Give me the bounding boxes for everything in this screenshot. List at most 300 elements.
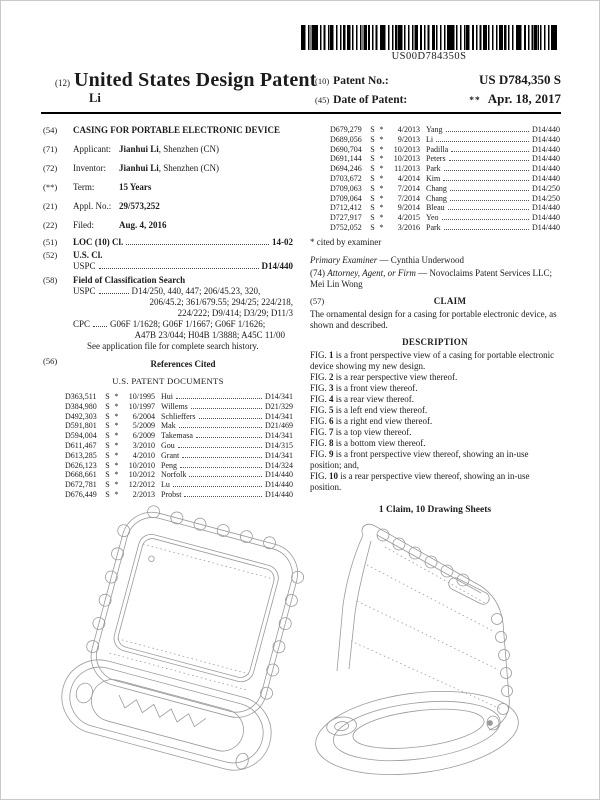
body-columns bbox=[43, 125, 560, 516]
ref-kind-code: S bbox=[105, 450, 110, 460]
ref-inventor: Lu bbox=[161, 480, 170, 490]
table-row bbox=[65, 461, 293, 471]
ref-number: D709,063 bbox=[330, 183, 362, 193]
dot-leader bbox=[189, 476, 262, 477]
ref-inventor: Takemasa bbox=[161, 431, 193, 441]
ref-kind-code: S bbox=[370, 193, 375, 203]
ref-class: D14/341 bbox=[265, 450, 293, 460]
table-row bbox=[65, 441, 293, 451]
ref-number: D594,004 bbox=[65, 431, 97, 441]
invention-title: CASING FOR PORTABLE ELECTRONIC DEVICE bbox=[73, 125, 281, 135]
fcs-uspc-line3: 224/222; D9/414; D3/29; D11/3 bbox=[177, 308, 293, 318]
left-column bbox=[43, 125, 293, 516]
ref-examiner-star: * bbox=[379, 213, 384, 223]
claims-sheets-line: 1 Claim, 10 Drawing Sheets bbox=[378, 504, 492, 515]
doc-kind-code: (12) bbox=[55, 78, 70, 88]
table-row bbox=[330, 203, 560, 213]
table-row bbox=[330, 184, 560, 194]
ref-date: 10/2012 bbox=[128, 470, 155, 480]
fcs-cpc-line2: A47B 23/044; H04B 1/3888; A45C 11/00 bbox=[134, 330, 285, 340]
table-row bbox=[65, 392, 293, 402]
table-row bbox=[330, 154, 560, 164]
ref-inventor: Hui bbox=[161, 392, 173, 401]
uspc-label: USPC bbox=[73, 261, 96, 271]
fig-number: 8 bbox=[329, 437, 334, 448]
claim-heading-row bbox=[310, 296, 560, 307]
fig-text: is a front perspective view of a casing for portable electronic device showing my new design. bbox=[310, 349, 555, 371]
ref-examiner-star: * bbox=[379, 183, 384, 193]
dot-leader bbox=[179, 427, 262, 428]
section-code: (22) bbox=[43, 220, 58, 230]
attorney-name: — Novoclaims Patent Services LLC; Mei Lin Wong bbox=[310, 267, 553, 289]
fig-text: is a left end view thereof. bbox=[335, 404, 428, 415]
ref-examiner-star: * bbox=[379, 144, 384, 154]
filed-value: Aug. 4, 2016 bbox=[119, 220, 167, 230]
fig-number: 9 bbox=[329, 448, 334, 459]
ref-date: 7/2014 bbox=[397, 183, 420, 193]
ref-date: 6/2004 bbox=[132, 411, 155, 421]
fig-label: FIG. bbox=[310, 448, 327, 459]
section-appl-no bbox=[43, 201, 293, 212]
fig-number: 4 bbox=[329, 393, 334, 404]
section-us-cl bbox=[43, 250, 293, 272]
ref-inventor: Chang bbox=[426, 183, 447, 193]
section-field-search bbox=[43, 275, 293, 352]
ref-number: D679,279 bbox=[330, 125, 362, 134]
ref-number: D676,449 bbox=[65, 489, 97, 499]
table-row bbox=[330, 194, 560, 204]
ref-date: 6/2009 bbox=[132, 431, 155, 441]
figure-description-list bbox=[310, 350, 560, 493]
ref-examiner-star: * bbox=[114, 470, 119, 480]
table-row bbox=[65, 402, 293, 412]
section-code: (21) bbox=[43, 201, 58, 211]
ref-date: 9/2014 bbox=[397, 203, 420, 213]
ref-kind-code: S bbox=[105, 392, 110, 401]
ref-examiner-star: * bbox=[379, 164, 384, 174]
uspc-value: D14/440 bbox=[261, 261, 293, 271]
ref-date: 4/2013 bbox=[397, 125, 420, 134]
figure-description bbox=[310, 394, 560, 405]
ref-number: D727,917 bbox=[330, 213, 362, 223]
ref-class: D14/440 bbox=[532, 173, 560, 183]
claim-text: The ornamental design for a casing for portable electronic device, as shown and described. bbox=[310, 308, 557, 330]
ref-number: D703,672 bbox=[330, 173, 362, 183]
table-row bbox=[330, 135, 560, 145]
fcs-uspc-line2: 206/45.2; 361/679.55; 294/25; 224/218, bbox=[149, 297, 293, 307]
ref-inventor: Bleau bbox=[426, 203, 445, 213]
fig-text: is a rear view thereof. bbox=[335, 393, 414, 404]
ref-number: D492,303 bbox=[65, 411, 97, 421]
section-references bbox=[43, 356, 293, 376]
ref-examiner-star: * bbox=[379, 222, 384, 232]
ref-class: D14/440 bbox=[532, 164, 560, 174]
date-code: (45) bbox=[315, 95, 330, 105]
ref-table-left bbox=[43, 392, 293, 500]
fig-text: is a front perspective view thereof, showing an in-use position; and, bbox=[310, 448, 529, 470]
ref-inventor: Li bbox=[426, 134, 434, 144]
ref-class: D14/315 bbox=[265, 440, 293, 450]
inventor-surname: Li bbox=[89, 91, 101, 105]
fig-number: 2 bbox=[329, 371, 334, 382]
section-code: (51) bbox=[43, 237, 58, 247]
fig-number: 7 bbox=[329, 426, 334, 437]
dot-leader bbox=[99, 268, 259, 269]
figure-description bbox=[310, 427, 560, 438]
ref-inventor: Yang bbox=[426, 125, 443, 134]
ref-class: D21/329 bbox=[265, 401, 293, 411]
fcs-uspc-label: USPC bbox=[73, 286, 96, 296]
ref-date: 3/2010 bbox=[132, 440, 155, 450]
ref-date: 10/2013 bbox=[393, 144, 420, 154]
ref-class: D21/469 bbox=[265, 421, 293, 431]
applicant-label: Applicant: bbox=[73, 144, 111, 154]
section-code: (52) bbox=[43, 250, 58, 260]
ref-date: 4/2015 bbox=[397, 213, 420, 223]
ref-number: D709,064 bbox=[330, 193, 362, 203]
table-row bbox=[330, 174, 560, 184]
dot-leader bbox=[199, 418, 262, 419]
filed-label: Filed: bbox=[73, 220, 95, 230]
figure-description bbox=[310, 416, 560, 427]
attorney-label: Attorney, Agent, or Firm bbox=[327, 267, 416, 278]
table-row bbox=[330, 213, 560, 223]
fig-text: is a front view thereof. bbox=[335, 382, 418, 393]
ref-examiner-star: * bbox=[114, 392, 119, 401]
ref-class: D14/440 bbox=[265, 470, 293, 480]
loc-label: LOC (10) Cl. bbox=[73, 237, 124, 247]
dot-leader bbox=[93, 326, 107, 327]
ref-kind-code: S bbox=[370, 144, 375, 154]
ref-inventor: Yeo bbox=[426, 213, 439, 223]
figure-description bbox=[310, 383, 560, 394]
ref-kind-code: S bbox=[370, 134, 375, 144]
ref-number: D613,285 bbox=[65, 450, 97, 460]
ref-date: 7/2014 bbox=[397, 193, 420, 203]
fig-label: FIG. bbox=[310, 393, 327, 404]
figure-description bbox=[310, 438, 560, 449]
fig-number: 6 bbox=[329, 415, 334, 426]
fig-label: FIG. bbox=[310, 415, 327, 426]
ref-inventor: Grant bbox=[161, 450, 180, 460]
ref-number: D668,661 bbox=[65, 470, 97, 480]
ref-kind-code: S bbox=[370, 183, 375, 193]
fig-label: FIG. bbox=[310, 426, 327, 437]
ref-examiner-star: * bbox=[379, 154, 384, 164]
dot-leader bbox=[449, 160, 529, 161]
dot-leader bbox=[178, 447, 262, 448]
references-heading: References Cited bbox=[150, 359, 216, 369]
ref-class: D14/440 bbox=[532, 144, 560, 154]
page-title: United States Design Patent bbox=[74, 69, 317, 91]
barcode-block bbox=[301, 25, 557, 62]
fcs-note: See application file for complete search history. bbox=[87, 341, 259, 351]
fcs-cpc-label: CPC bbox=[73, 319, 91, 329]
description-heading: DESCRIPTION bbox=[402, 336, 468, 347]
ref-examiner-star: * bbox=[114, 431, 119, 441]
ref-examiner-star: * bbox=[379, 193, 384, 203]
ref-inventor: Peng bbox=[161, 460, 177, 470]
section-code: (54) bbox=[43, 125, 58, 135]
barcode-number: US00D784350S bbox=[391, 51, 467, 62]
ref-class: D14/440 bbox=[532, 203, 560, 213]
ref-table-right bbox=[310, 125, 560, 233]
right-column bbox=[310, 125, 560, 516]
ref-date: 2/2013 bbox=[132, 489, 155, 499]
field-search-label: Field of Classification Search bbox=[73, 275, 186, 285]
table-row bbox=[330, 164, 560, 174]
dot-leader bbox=[173, 486, 262, 487]
dot-leader bbox=[448, 209, 529, 210]
fig-text: is a right end view thereof. bbox=[335, 415, 433, 426]
dot-leader bbox=[446, 131, 529, 132]
ref-kind-code: S bbox=[105, 421, 110, 431]
patent-no-code: (10) bbox=[315, 76, 330, 86]
ref-number: D689,056 bbox=[330, 134, 362, 144]
figure-description bbox=[310, 372, 560, 383]
ref-number: D752,052 bbox=[330, 222, 362, 232]
dot-leader bbox=[182, 457, 262, 458]
ref-date: 12/2012 bbox=[128, 480, 155, 490]
section-title bbox=[43, 125, 293, 136]
dot-leader bbox=[99, 293, 129, 294]
dot-leader bbox=[451, 151, 529, 152]
figure-description bbox=[310, 350, 560, 372]
dot-leader bbox=[184, 496, 262, 497]
fig-number: 5 bbox=[329, 404, 334, 415]
primary-examiner-label: Primary Examiner bbox=[310, 254, 378, 265]
ref-inventor: Kim bbox=[426, 173, 441, 183]
ref-class: D14/341 bbox=[265, 392, 293, 401]
ref-date: 3/2016 bbox=[397, 222, 420, 232]
section-filed bbox=[43, 220, 293, 231]
fig-text: is a rear perspective view thereof, showing an in-use position. bbox=[310, 470, 530, 492]
appl-no-value: 29/573,252 bbox=[119, 201, 160, 211]
dot-leader bbox=[176, 398, 262, 399]
applicant-name: Jianhui Li bbox=[119, 144, 159, 154]
claim-code: (57) bbox=[310, 295, 325, 306]
ref-class: D14/440 bbox=[265, 489, 293, 499]
figure-description bbox=[310, 449, 560, 471]
fig-text: is a rear perspective view thereof. bbox=[335, 371, 458, 382]
table-row bbox=[65, 480, 293, 490]
ref-class: D14/440 bbox=[265, 480, 293, 490]
inventor-label: Inventor: bbox=[73, 163, 106, 173]
ref-inventor: Chang bbox=[426, 193, 447, 203]
applicant-location: , Shenzhen (CN) bbox=[158, 144, 220, 154]
dot-leader bbox=[444, 229, 529, 230]
ref-kind-code: S bbox=[105, 440, 110, 450]
attorney-line bbox=[310, 268, 560, 290]
header-right bbox=[315, 72, 561, 110]
ref-examiner-star: * bbox=[114, 460, 119, 470]
table-row bbox=[65, 470, 293, 480]
ref-examiner-star: * bbox=[114, 440, 119, 450]
dot-leader bbox=[450, 200, 529, 201]
dot-leader bbox=[126, 244, 269, 245]
ref-class: D14/250 bbox=[532, 193, 560, 203]
section-loc bbox=[43, 237, 293, 248]
ref-date: 10/2013 bbox=[393, 154, 420, 164]
ref-class: D14/341 bbox=[265, 431, 293, 441]
fig-label: FIG. bbox=[310, 404, 327, 415]
section-code: (71) bbox=[43, 144, 58, 154]
primary-examiner-name: — Cynthia Underwood bbox=[379, 254, 464, 265]
drawing-rear-perspective-in-use bbox=[297, 501, 557, 800]
table-row bbox=[330, 223, 560, 233]
ref-kind-code: S bbox=[105, 489, 110, 499]
table-row bbox=[330, 145, 560, 155]
ref-examiner-star: * bbox=[114, 489, 119, 499]
ref-class: D14/440 bbox=[532, 125, 560, 134]
ref-kind-code: S bbox=[370, 125, 375, 134]
section-code: (56) bbox=[43, 356, 58, 366]
inventor-name: Jianhui Li bbox=[119, 163, 159, 173]
ref-kind-code: S bbox=[370, 213, 375, 223]
fig-label: FIG. bbox=[310, 382, 327, 393]
ref-date: 5/2009 bbox=[132, 421, 155, 431]
section-code: (58) bbox=[43, 275, 58, 285]
ref-class: D14/250 bbox=[532, 183, 560, 193]
ref-inventor: Schlieffers bbox=[161, 411, 196, 421]
fig-label: FIG. bbox=[310, 437, 327, 448]
date-value: Apr. 18, 2017 bbox=[487, 91, 561, 106]
fig-label: FIG. bbox=[310, 371, 327, 382]
ref-inventor: Norfolk bbox=[161, 470, 187, 480]
ref-class: D14/440 bbox=[532, 154, 560, 164]
ref-date: 10/2010 bbox=[128, 460, 155, 470]
ref-date: 4/2014 bbox=[397, 173, 420, 183]
ref-kind-code: S bbox=[370, 173, 375, 183]
section-code: (**) bbox=[43, 182, 58, 192]
ref-examiner-star: * bbox=[379, 203, 384, 213]
ref-class: D14/341 bbox=[265, 411, 293, 421]
section-code: (72) bbox=[43, 163, 58, 173]
fcs-cpc-line1: G06F 1/1628; G06F 1/1667; G06F 1/1626; bbox=[110, 319, 266, 329]
ref-class: D14/440 bbox=[532, 134, 560, 144]
us-cl-label: U.S. Cl. bbox=[73, 250, 103, 260]
fig-label: FIG. bbox=[310, 349, 327, 360]
ref-inventor: Park bbox=[426, 222, 441, 232]
table-row bbox=[330, 125, 560, 135]
ref-inventor: Mak bbox=[161, 421, 176, 431]
ref-kind-code: S bbox=[105, 431, 110, 441]
ref-number: D384,980 bbox=[65, 401, 97, 411]
dot-leader bbox=[444, 170, 529, 171]
ref-kind-code: S bbox=[370, 222, 375, 232]
term-label: Term: bbox=[73, 182, 95, 192]
primary-examiner-line bbox=[310, 255, 560, 266]
attorney-code: (74) bbox=[310, 267, 325, 278]
ref-date: 11/2013 bbox=[394, 164, 420, 174]
fig-text: is a bottom view thereof. bbox=[335, 437, 426, 448]
cited-by-examiner-note: * cited by examiner bbox=[310, 236, 382, 247]
ref-kind-code: S bbox=[105, 401, 110, 411]
ref-inventor: Peters bbox=[426, 154, 446, 164]
ref-date: 9/2013 bbox=[397, 134, 420, 144]
ref-kind-code: S bbox=[370, 164, 375, 174]
ref-date: 4/2010 bbox=[132, 450, 155, 460]
ref-number: D691,144 bbox=[330, 154, 362, 164]
date-label: Date of Patent: bbox=[333, 94, 408, 106]
header bbox=[55, 69, 561, 105]
ref-kind-code: S bbox=[105, 460, 110, 470]
ref-number: D591,801 bbox=[65, 421, 97, 431]
ref-inventor: Probst bbox=[161, 489, 182, 499]
dot-leader bbox=[196, 437, 262, 438]
table-row bbox=[65, 412, 293, 422]
ref-number: D712,412 bbox=[330, 203, 362, 213]
ref-examiner-star: * bbox=[114, 411, 119, 421]
ref-number: D363,511 bbox=[65, 392, 97, 401]
barcode-icon bbox=[301, 25, 557, 50]
ref-examiner-star: * bbox=[379, 134, 384, 144]
dot-leader bbox=[442, 219, 529, 220]
dot-leader bbox=[443, 180, 529, 181]
ref-class: D14/440 bbox=[532, 213, 560, 223]
section-inventor bbox=[43, 163, 293, 174]
fig-number: 3 bbox=[329, 382, 334, 393]
appl-no-label: Appl. No.: bbox=[73, 201, 112, 211]
ref-kind-code: S bbox=[105, 411, 110, 421]
loc-value: 14-02 bbox=[272, 237, 293, 247]
ref-number: D611,467 bbox=[65, 440, 97, 450]
ref-inventor: Willems bbox=[161, 401, 188, 411]
ref-number: D694,246 bbox=[330, 164, 362, 174]
ref-number: D672,781 bbox=[65, 480, 97, 490]
ref-inventor: Gou bbox=[161, 440, 175, 450]
fcs-uspc-line1: D14/250, 440, 447; 206/45.23, 320, bbox=[131, 286, 261, 296]
figure-description bbox=[310, 471, 560, 493]
ref-number: D690,704 bbox=[330, 144, 362, 154]
ref-kind-code: S bbox=[105, 480, 110, 490]
ref-class: D14/440 bbox=[532, 222, 560, 232]
casing-front-drawing bbox=[51, 499, 306, 799]
claim-heading: CLAIM bbox=[433, 295, 467, 306]
patent-no-label: Patent No.: bbox=[333, 75, 389, 87]
ref-kind-code: S bbox=[105, 470, 110, 480]
table-row bbox=[65, 431, 293, 441]
ref-examiner-star: * bbox=[114, 421, 119, 431]
header-rule bbox=[41, 112, 561, 114]
figure-description bbox=[310, 405, 560, 416]
inventor-location: , Shenzhen (CN) bbox=[158, 163, 220, 173]
ref-examiner-star: * bbox=[379, 125, 384, 134]
ref-examiner-star: * bbox=[114, 401, 119, 411]
ref-date: 10/1997 bbox=[128, 401, 155, 411]
ref-examiner-star: * bbox=[379, 173, 384, 183]
table-row bbox=[65, 451, 293, 461]
dot-leader bbox=[180, 467, 262, 468]
drawing-front-perspective bbox=[51, 499, 306, 799]
dot-leader bbox=[191, 408, 262, 409]
term-value: 15 Years bbox=[119, 182, 152, 192]
fig-label: FIG. bbox=[310, 470, 327, 481]
casing-rear-drawing bbox=[297, 501, 557, 800]
references-subheading: U.S. PATENT DOCUMENTS bbox=[112, 376, 224, 386]
fig-number: 1 bbox=[329, 349, 334, 360]
ref-examiner-star: * bbox=[114, 480, 119, 490]
dot-leader bbox=[436, 141, 529, 142]
fig-text: is a top view thereof. bbox=[335, 426, 412, 437]
ref-kind-code: S bbox=[370, 154, 375, 164]
section-term bbox=[43, 182, 293, 193]
ref-kind-code: S bbox=[370, 203, 375, 213]
ref-inventor: Padilla bbox=[426, 144, 449, 154]
ref-examiner-star: * bbox=[114, 450, 119, 460]
ref-inventor: Park bbox=[426, 164, 441, 174]
ref-date: 10/1995 bbox=[128, 392, 155, 401]
